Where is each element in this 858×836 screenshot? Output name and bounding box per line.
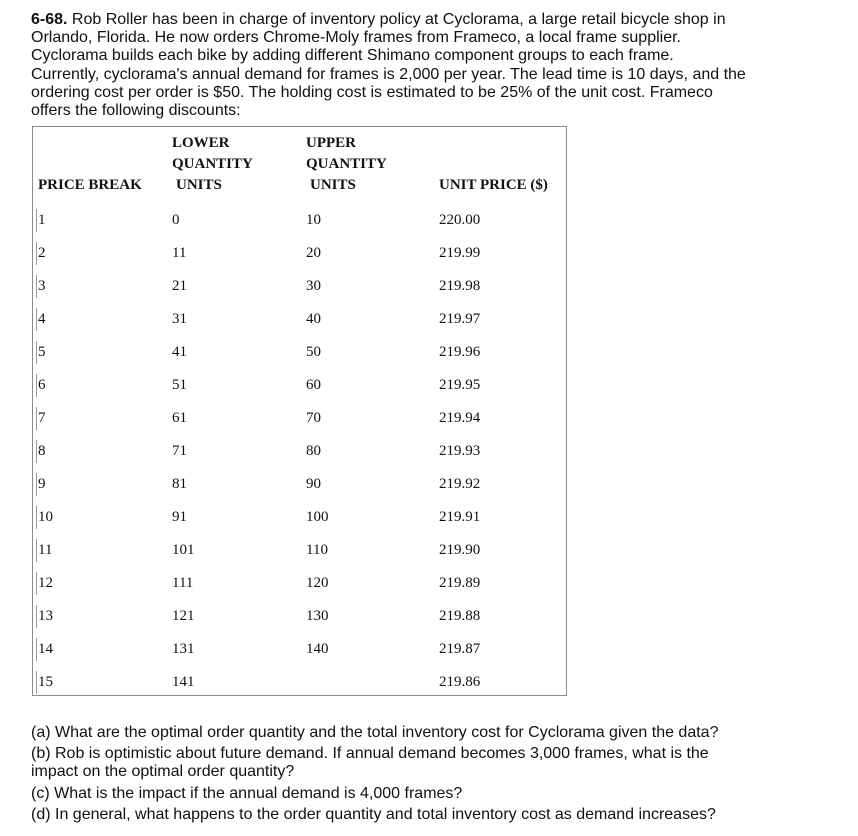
unit-price-cell: 219.91: [439, 509, 481, 525]
table-row: [33, 205, 566, 238]
price-break-cell: 7: [38, 410, 46, 426]
row-left-rule: [36, 209, 37, 232]
upper-quantity-cell: 110: [306, 542, 328, 558]
table-row: [33, 469, 566, 502]
unit-price-cell: 219.87: [439, 641, 481, 657]
unit-price-cell: 219.90: [439, 542, 481, 558]
table-row: [33, 601, 566, 634]
table-row: [33, 304, 566, 337]
lower-quantity-cell: 61: [172, 410, 187, 426]
header-upper-line-2: QUANTITY: [306, 156, 387, 172]
upper-quantity-cell: 70: [306, 410, 321, 426]
row-left-rule: [36, 374, 37, 397]
problem-text: Rob Roller has been in charge of inventory policy at Cyclorama, a large retail bicycle shop in Orlando, Florida. He now orders Chrome-Moly frames from Frameco, a local frame supplier. Cyclorama builds each bike by adding different Shimano component groups to each frame. Currently, cyclorama's annual demand for frames is 2,000 per year. The lead time is 10 days, and the ordering cost per order is $50. The holding cost is estimated to be 25% of the unit cost. Frameco offers the following discounts:: [31, 11, 746, 120]
question-b: (b) Rob is optimistic about future demand. If annual demand becomes 3,000 frames, what is the impact on the optimal order quantity?: [31, 745, 709, 781]
header-lower-line-3: UNITS: [176, 177, 222, 193]
unit-price-cell: 219.97: [439, 311, 481, 327]
price-break-cell: 3: [38, 278, 46, 294]
header-unit-price: UNIT PRICE ($): [439, 177, 548, 193]
table-row: [33, 502, 566, 535]
row-left-rule: [36, 506, 37, 529]
lower-quantity-cell: 91: [172, 509, 187, 525]
unit-price-cell: 220.00: [439, 212, 481, 228]
row-left-rule: [36, 308, 37, 331]
table-row: [33, 403, 566, 436]
table-row: [33, 337, 566, 370]
upper-quantity-cell: 100: [306, 509, 329, 525]
lower-quantity-cell: 21: [172, 278, 187, 294]
lower-quantity-cell: 101: [172, 542, 195, 558]
price-break-cell: 8: [38, 443, 46, 459]
row-left-rule: [36, 671, 37, 694]
price-break-cell: 4: [38, 311, 46, 327]
row-left-rule: [36, 473, 37, 496]
price-break-table: [32, 126, 567, 696]
question-d: (d) In general, what happens to the order quantity and total inventory cost as demand increases?: [31, 805, 716, 823]
upper-quantity-cell: 140: [306, 641, 329, 657]
header-price-break: PRICE BREAK: [38, 177, 142, 193]
row-left-rule: [36, 407, 37, 430]
upper-quantity-cell: 40: [306, 311, 321, 327]
upper-quantity-cell: 60: [306, 377, 321, 393]
table-row: [33, 535, 566, 568]
price-break-cell: 2: [38, 245, 46, 261]
lower-quantity-cell: 111: [172, 575, 194, 591]
lower-quantity-cell: 141: [172, 674, 195, 690]
table-row: [33, 436, 566, 469]
upper-quantity-cell: 80: [306, 443, 321, 459]
upper-quantity-cell: 120: [306, 575, 329, 591]
unit-price-cell: 219.98: [439, 278, 481, 294]
lower-quantity-cell: 11: [172, 245, 187, 261]
price-break-cell: 12: [38, 575, 53, 591]
row-left-rule: [36, 440, 37, 463]
question-a: (a) What are the optimal order quantity and the total inventory cost for Cyclorama given the data?: [31, 724, 719, 741]
upper-quantity-cell: 50: [306, 344, 321, 360]
unit-price-cell: 219.86: [439, 674, 481, 690]
questions-list: [31, 724, 746, 827]
unit-price-cell: 219.96: [439, 344, 481, 360]
lower-quantity-cell: 71: [172, 443, 187, 459]
price-break-cell: 15: [38, 674, 53, 690]
price-break-cell: 13: [38, 608, 53, 624]
unit-price-cell: 219.89: [439, 575, 481, 591]
unit-price-cell: 219.99: [439, 245, 481, 261]
header-lower-line-1: LOWER: [172, 135, 230, 151]
row-left-rule: [36, 605, 37, 628]
row-left-rule: [36, 572, 37, 595]
table-row: [33, 568, 566, 601]
price-break-cell: 14: [38, 641, 53, 657]
lower-quantity-cell: 121: [172, 608, 195, 624]
row-left-rule: [36, 638, 37, 661]
upper-quantity-cell: 10: [306, 212, 321, 228]
lower-quantity-cell: 51: [172, 377, 187, 393]
lower-quantity-cell: 81: [172, 476, 187, 492]
price-break-cell: 10: [38, 509, 53, 525]
upper-quantity-cell: 20: [306, 245, 321, 261]
row-left-rule: [36, 242, 37, 265]
table-row: [33, 238, 566, 271]
price-break-cell: 6: [38, 377, 46, 393]
lower-quantity-cell: 131: [172, 641, 195, 657]
header-lower-quantity: [172, 133, 253, 196]
table-row: [33, 370, 566, 403]
table-row: [33, 271, 566, 304]
unit-price-cell: 219.95: [439, 377, 481, 393]
header-upper-quantity: [306, 133, 387, 196]
upper-quantity-cell: 90: [306, 476, 321, 492]
row-left-rule: [36, 275, 37, 298]
header-upper-line-1: UPPER: [306, 135, 356, 151]
price-break-cell: 1: [38, 212, 46, 228]
question-c: (c) What is the impact if the annual demand is 4,000 frames?: [31, 784, 463, 802]
table-row: [33, 667, 566, 700]
upper-quantity-cell: 30: [306, 278, 321, 294]
lower-quantity-cell: 0: [172, 212, 180, 228]
lower-quantity-cell: 41: [172, 344, 187, 360]
upper-quantity-cell: 130: [306, 608, 329, 624]
price-break-cell: 5: [38, 344, 46, 360]
row-left-rule: [36, 539, 37, 562]
price-break-cell: 9: [38, 476, 46, 492]
header-upper-line-3: UNITS: [310, 177, 356, 193]
unit-price-cell: 219.93: [439, 443, 481, 459]
unit-price-cell: 219.94: [439, 410, 481, 426]
price-break-cell: 11: [38, 542, 53, 558]
header-lower-line-2: QUANTITY: [172, 156, 253, 172]
problem-number: 6-68.: [31, 11, 68, 28]
unit-price-cell: 219.88: [439, 608, 481, 624]
row-left-rule: [36, 341, 37, 364]
lower-quantity-cell: 31: [172, 311, 187, 327]
table-row: [33, 634, 566, 667]
unit-price-cell: 219.92: [439, 476, 481, 492]
problem-statement: [31, 11, 746, 120]
